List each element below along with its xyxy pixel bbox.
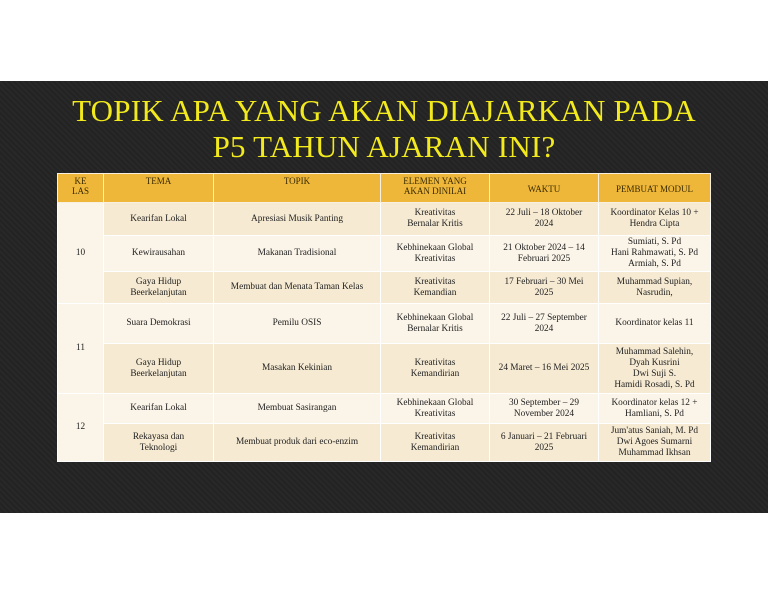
cell-tema: Kearifan Lokal — [104, 394, 214, 424]
table-row — [58, 203, 711, 236]
header-tema: TEMA — [104, 174, 214, 203]
cell-pembuat: Muhammad Supian, Nasrudin, — [599, 272, 711, 304]
cell-topik: Membuat dan Menata Taman Kelas — [214, 272, 381, 304]
cell-waktu: 24 Maret – 16 Mei 2025 — [490, 344, 599, 394]
cell-elemen: Kreativitas Kemandirian — [381, 424, 490, 462]
cell-tema: Kewirausahan — [104, 236, 214, 272]
table-row — [58, 304, 711, 344]
header-elemen: ELEMEN YANG AKAN DINILAI — [381, 174, 490, 203]
cell-pembuat: Sumiati, S. Pd Hani Rahmawati, S. Pd Armiah, S. Pd — [599, 236, 711, 272]
cell-elemen: Kreativitas Kemandian — [381, 272, 490, 304]
cell-topik: Makanan Tradisional — [214, 236, 381, 272]
cell-kelas: 11 — [58, 304, 104, 394]
cell-elemen: Kreativitas Bernalar Kritis — [381, 203, 490, 236]
cell-pembuat: Jum'atus Saniah, M. Pd Dwi Agoes Sumarni Muhammad Ikhsan — [599, 424, 711, 462]
cell-kelas: 12 — [58, 394, 104, 462]
cell-tema: Kearifan Lokal — [104, 203, 214, 236]
header-kelas: KE LAS — [58, 174, 104, 203]
cell-waktu: 6 Januari – 21 Februari 2025 — [490, 424, 599, 462]
cell-waktu: 22 Juli – 18 Oktober 2024 — [490, 203, 599, 236]
cell-topik: Masakan Kekinian — [214, 344, 381, 394]
title-line-1: TOPIK APA YANG AKAN DIAJARKAN PADA — [72, 93, 696, 128]
cell-tema: Rekayasa dan Teknologi — [104, 424, 214, 462]
cell-pembuat: Muhammad Salehin, Dyah Kusrini Dwi Suji S. Hamidi Rosadi, S. Pd — [599, 344, 711, 394]
cell-pembuat: Koordinator kelas 12 + Hamliani, S. Pd — [599, 394, 711, 424]
cell-waktu: 17 Februari – 30 Mei 2025 — [490, 272, 599, 304]
cell-elemen: Kebhinekaan Global Bernalar Kritis — [381, 304, 490, 344]
cell-topik: Pemilu OSIS — [214, 304, 381, 344]
cell-tema: Gaya Hidup Beerkelanjutan — [104, 272, 214, 304]
slide-title — [0, 93, 768, 165]
table-row — [58, 344, 711, 394]
header-topik: TOPIK — [214, 174, 381, 203]
cell-tema: Suara Demokrasi — [104, 304, 214, 344]
cell-elemen: Kreativitas Kemandirian — [381, 344, 490, 394]
cell-kelas: 10 — [58, 203, 104, 304]
table-header-row — [58, 174, 711, 203]
slide — [0, 81, 768, 513]
cell-topik: Apresiasi Musik Panting — [214, 203, 381, 236]
title-line-2: P5 TAHUN AJARAN INI? — [212, 129, 556, 164]
cell-elemen: Kebhinekaan Global Kreativitas — [381, 236, 490, 272]
cell-pembuat: Koordinator Kelas 10 + Hendra Cipta — [599, 203, 711, 236]
header-pembuat: PEMBUAT MODUL — [599, 174, 711, 203]
table-body — [58, 203, 711, 462]
table-row — [58, 424, 711, 462]
cell-waktu: 22 Juli – 27 September 2024 — [490, 304, 599, 344]
header-waktu: WAKTU — [490, 174, 599, 203]
table-row — [58, 394, 711, 424]
cell-tema: Gaya Hidup Beerkelanjutan — [104, 344, 214, 394]
cell-waktu: 21 Oktober 2024 – 14 Februari 2025 — [490, 236, 599, 272]
cell-topik: Membuat produk dari eco-enzim — [214, 424, 381, 462]
table-row — [58, 236, 711, 272]
cell-pembuat: Koordinator kelas 11 — [599, 304, 711, 344]
schedule-table — [57, 173, 711, 462]
cell-elemen: Kebhinekaan Global Kreativitas — [381, 394, 490, 424]
table-row — [58, 272, 711, 304]
cell-topik: Membuat Sasirangan — [214, 394, 381, 424]
cell-waktu: 30 September – 29 November 2024 — [490, 394, 599, 424]
